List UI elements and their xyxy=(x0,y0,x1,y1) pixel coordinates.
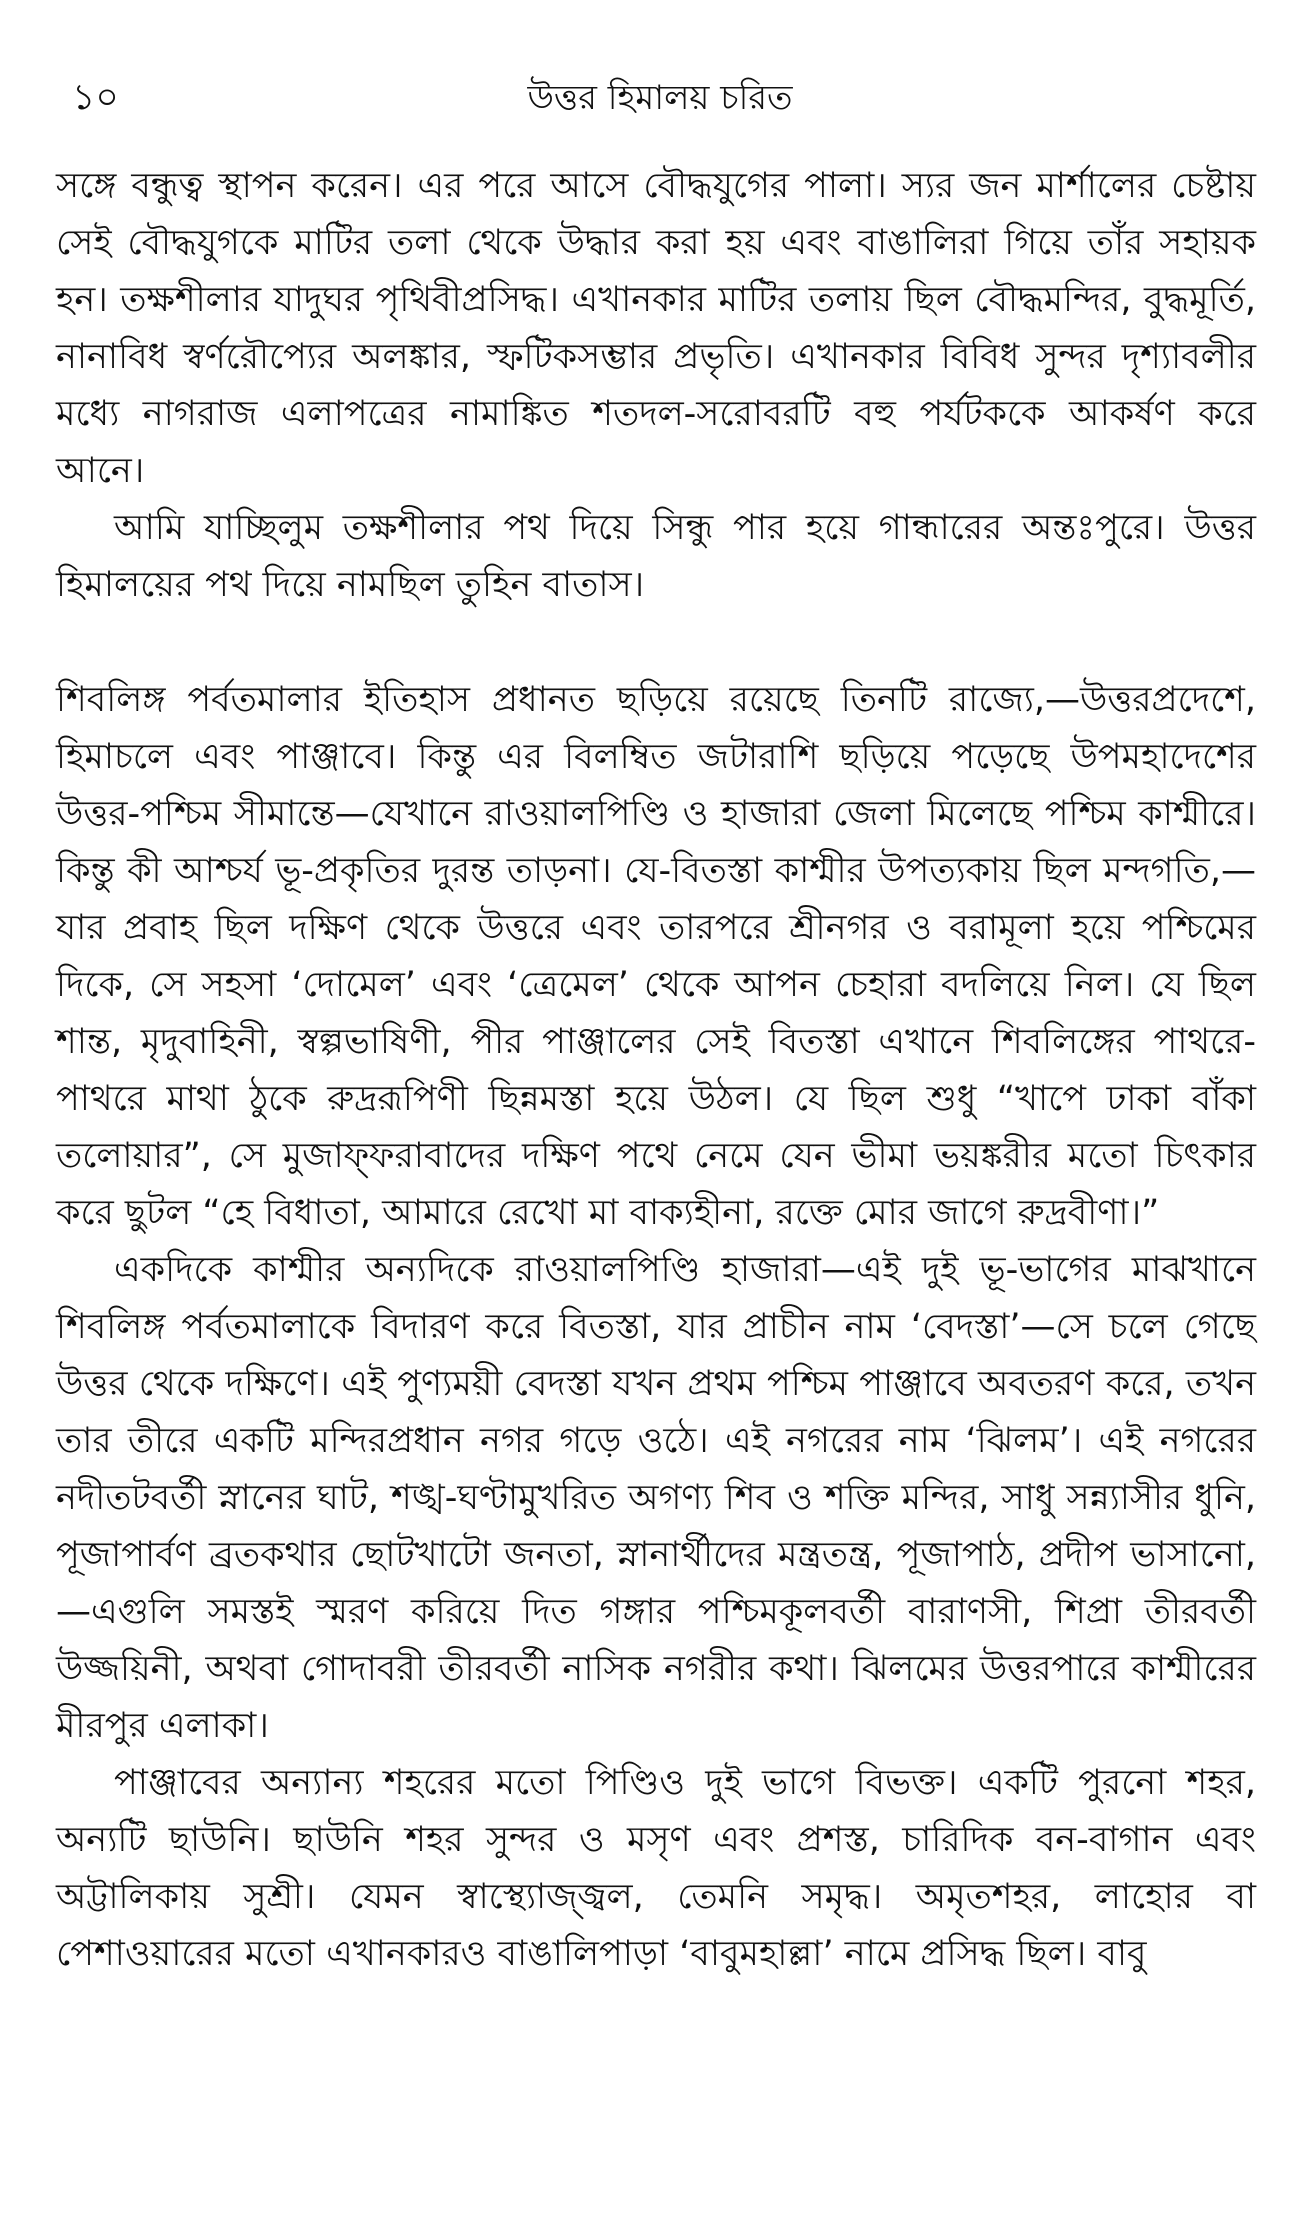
paragraph: আমি যাচ্ছিলুম তক্ষশীলার পথ দিয়ে সিন্ধু পার হয়ে গান্ধারের অন্তঃপুরে। উত্তর হিমালয়ের পথ দিয়ে নামছিল তুহিন বাতাস। xyxy=(56,508,1256,605)
page-header xyxy=(60,68,1260,128)
paragraph: শিবলিঙ্গ পর্বতমালার ইতিহাস প্রধানত ছড়িয়ে রয়েছে তিনটি রাজ্যে,—উত্তরপ্রদেশে, হিমাচলে এবং পাঞ্জাবে। কিন্তু এর বিলম্বিত জটারাশি ছড়িয়ে পড়েছে উপমহাদেশের উত্তর-পশ্চিম সীমান্তে—যেখানে রাওয়ালপিণ্ডি ও হাজারা জেলা মিলেছে পশ্চিম কাশ্মীরে। কিন্তু কী আশ্চর্য ভূ-প্রকৃতির দুরন্ত তাড়না। যে-বিতস্তা কাশ্মীর উপত্যকায় ছিল মন্দগতি,—যার প্রবাহ ছিল দক্ষিণ থেকে উত্তরে এবং তারপরে শ্রীনগর ও বরামূলা হয়ে পশ্চিমের দিকে, সে সহসা ‘দোমেল’ এবং ‘ত্রেমেল’ থেকে আপন চেহারা বদলিয়ে নিল। যে ছিল শান্ত, মৃদুবাহিনী, স্বল্পভাষিণী, পীর পাঞ্জালের সেই বিতস্তা এখানে শিবলিঙ্গের পাথরে-পাথরে মাথা ঠুকে রুদ্ররূপিণী ছিন্নমস্তা হয়ে উঠল। যে ছিল শুধু “খাপে ঢাকা বাঁকা তলোয়ার”, সে মুজাফ্‌ফরাবাদের দক্ষিণ পথে নেমে যেন ভীমা ভয়ঙ্করীর মতো চিৎকার করে ছুটল “হে বিধাতা, আমারে রেখো মা বাক্যহীনা, রক্তে মোর জাগে রুদ্রবীণা।” xyxy=(56,680,1256,1233)
paragraph: পাঞ্জাবের অন্যান্য শহরের মতো পিণ্ডিও দুই ভাগে বিভক্ত। একটি পুরনো শহর, অন্যটি ছাউনি। ছাউনি শহর সুন্দর ও মসৃণ এবং প্রশস্ত, চারিদিক বন-বাগান এবং অট্টালিকায় সুশ্রী। যেমন স্বাস্থ্যোজ্জ্বল, তেমনি সমৃদ্ধ। অমৃতশহর, লাহোর বা পেশাওয়ারের মতো এখানকারও বাঙালিপাড়া ‘বাবুমহাল্লা’ নামে প্রসিদ্ধ ছিল। বাবু xyxy=(56,1763,1256,1974)
running-title: উত্তর হিমালয় চরিত xyxy=(527,78,793,118)
page-number: ১০ xyxy=(72,77,119,118)
paragraph: সঙ্গে বন্ধুত্ব স্থাপন করেন। এর পরে আসে বৌদ্ধযুগের পালা। স্যর জন মার্শালের চেষ্টায় সেই বৌদ্ধযুগকে মাটির তলা থেকে উদ্ধার করা হয় এবং বাঙালিরা গিয়ে তাঁর সহায়ক হন। তক্ষশীলার যাদুঘর পৃথিবীপ্রসিদ্ধ। এখানকার মাটির তলায় ছিল বৌদ্ধমন্দির, বুদ্ধমূর্তি, নানাবিধ স্বর্ণরৌপ্যের অলঙ্কার, স্ফটিকসম্ভার প্রভৃতি। এখানকার বিবিধ সুন্দর দৃশ্যাবলীর মধ্যে নাগরাজ এলাপত্রের নামাঙ্কিত শতদল-সরোবরটি বহু পর্যটককে আকর্ষণ করে আনে। xyxy=(56,166,1256,491)
body-text xyxy=(56,158,1256,1983)
paragraph: একদিকে কাশ্মীর অন্যদিকে রাওয়ালপিণ্ডি হাজারা—এই দুই ভূ-ভাগের মাঝখানে শিবলিঙ্গ পর্বতমালাকে বিদারণ করে বিতস্তা, যার প্রাচীন নাম ‘বেদস্তা’—সে চলে গেছে উত্তর থেকে দক্ষিণে। এই পুণ্যময়ী বেদস্তা যখন প্রথম পশ্চিম পাঞ্জাবে অবতরণ করে, তখন তার তীরে একটি মন্দিরপ্রধান নগর গড়ে ওঠে। এই নগরের নাম ‘ঝিলম’। এই নগরের নদীতটবর্তী স্নানের ঘাট, শঙ্খ-ঘণ্টামুখরিত অগণ্য শিব ও শক্তি মন্দির, সাধু সন্ন্যাসীর ধুনি, পূজাপার্বণ ব্রতকথার ছোটখাটো জনতা, স্নানার্থীদের মন্ত্রতন্ত্র, পূজাপাঠ, প্রদীপ ভাসানো,—এগুলি সমস্তই স্মরণ করিয়ে দিত গঙ্গার পশ্চিমকূলবর্তী বারাণসী, শিপ্রা তীরবর্তী উজ্জয়িনী, অথবা গোদাবরী তীরবর্তী নাসিক নগরীর কথা। ঝিলমের উত্তরপারে কাশ্মীরের মীরপুর এলাকা। xyxy=(56,1250,1256,1746)
section-break xyxy=(56,614,1256,672)
